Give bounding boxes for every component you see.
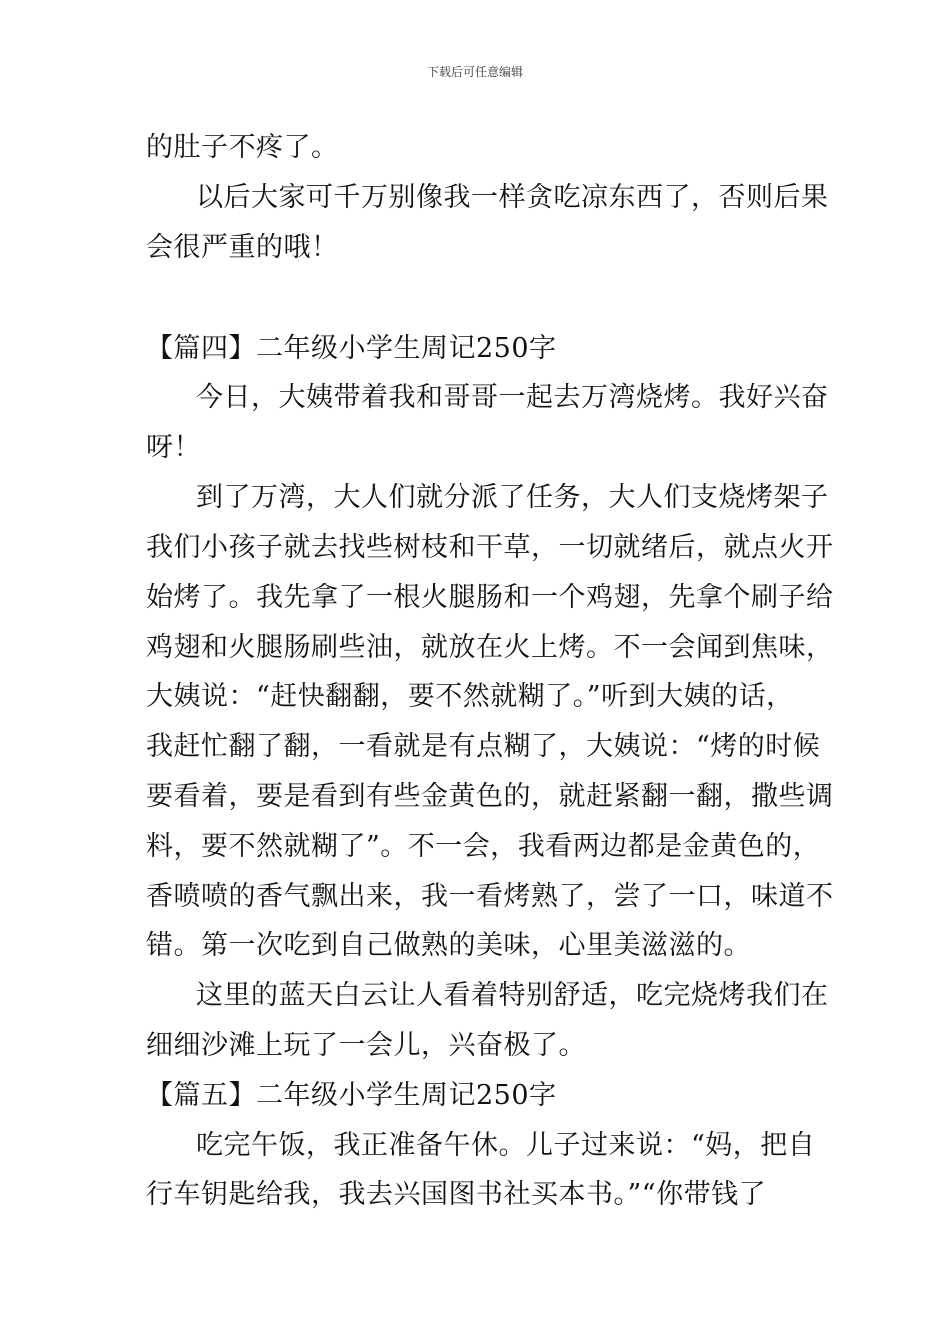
text-line: 错。第一次吃到自己做熟的美味，心里美滋滋的。 (146, 930, 751, 961)
section-heading-4: 【篇四】二年级小学生周记250字 (146, 333, 557, 364)
text-line: 细细沙滩上玩了一会儿，兴奋极了。 (146, 1030, 586, 1061)
text-line: 大姨说：“赶快翻翻，要不然就糊了。”听到大姨的话， (146, 681, 794, 712)
text-line: 行车钥匙给我，我去兴国图书社买本书。”“你带钱了 (146, 1179, 767, 1210)
text-line: 呀！ (146, 432, 201, 463)
text-line: 鸡翅和火腿肠刷些油，就放在火上烤。不一会闻到焦味， (146, 632, 834, 663)
paragraph-start-line: 今日，大姨带着我和哥哥一起去万湾烧烤。我好兴奋 (196, 382, 829, 413)
text-line: 料，要不然就糊了”。不一会，我看两边都是金黄色的， (146, 831, 821, 862)
text-line: 的肚子不疼了。 (146, 132, 339, 163)
text-line: 要看着，要是看到有些金黄色的，就赶紧翻一翻，撒些调 (146, 781, 834, 812)
text-line: 我们小孩子就去找些树枝和干草，一切就绪后，就点火开 (146, 532, 834, 563)
text-line: 始烤了。我先拿了一根火腿肠和一个鸡翅，先拿个刷子给 (146, 582, 834, 613)
paragraph-start-line: 这里的蓝天白云让人看着特别舒适，吃完烧烤我们在 (196, 980, 829, 1011)
paragraph-start-line: 以后大家可千万别像我一样贪吃凉东西了，否则后果 (196, 182, 829, 213)
text-line: 香喷喷的香气飘出来，我一看烤熟了，尝了一口，味道不 (146, 881, 834, 912)
paragraph-start-line: 吃完午饭，我正准备午休。儿子过来说：“妈，把自 (196, 1130, 816, 1161)
text-line: 会很严重的哦！ (146, 232, 339, 263)
text-line: 我赶忙翻了翻，一看就是有点糊了，大姨说：“烤的时候 (146, 731, 821, 762)
paragraph-start-line: 到了万湾，大人们就分派了任务，大人们支烧烤架子 (196, 482, 829, 513)
page-header: 下载后可任意编辑 (426, 65, 523, 79)
section-heading-5: 【篇五】二年级小学生周记250字 (146, 1080, 557, 1111)
